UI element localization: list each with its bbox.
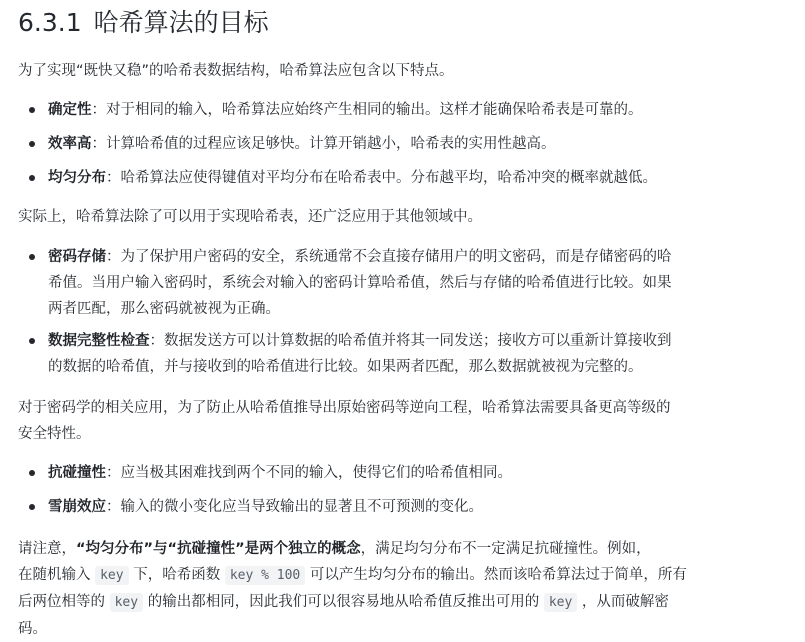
list-item-term: 确定性 <box>48 102 92 118</box>
note-text: 下，哈希函数 <box>128 567 225 583</box>
list-item-desc-line: 两者匹配，那么密码就被视为正确。 <box>48 301 280 317</box>
note-paragraph <box>18 536 770 642</box>
list-item-desc-line: ：数据发送方可以计算数据的哈希值并将其一同发送；接收方可以重新计算接收到 <box>149 333 672 349</box>
note-text: 的输出都相同，因此我们可以很容易地从哈希值反推出可用的 <box>143 594 544 610</box>
note-text: 可以产生均匀分布的输出。然而该哈希算法过于简单，所有 <box>305 567 687 583</box>
note-text: 后两位相等的 <box>18 594 110 610</box>
bullet-dot <box>29 175 35 181</box>
list-item-term: 雪崩效应 <box>48 499 106 515</box>
note-prefix: 请注意， <box>18 541 76 557</box>
list-item-desc-line: 的数据的哈希值，并与接收到的哈希值进行比较。如果两者匹配，那么数据就被视为完整的。 <box>48 359 643 375</box>
bullet-dot <box>29 107 35 113</box>
list-item-desc: ：计算哈希值的过程应该足够快。计算开销越小，哈希表的实用性越高。 <box>91 136 556 152</box>
section-title-text: 哈希算法的目标 <box>93 8 269 37</box>
section-number: 6.3.1 <box>18 8 82 37</box>
bullet-dot <box>29 504 35 510</box>
list-item-term: 均匀分布 <box>48 170 106 186</box>
list-item-term: 密码存储 <box>48 249 106 265</box>
bullet-dot <box>29 141 35 147</box>
inline-code-key: key <box>110 593 143 612</box>
note-emphasis: “均匀分布”与“抗碰撞性”是两个独立的概念 <box>76 541 361 557</box>
bullet-dot <box>29 338 35 344</box>
bullet-dot <box>29 254 35 260</box>
bullet-dot <box>29 470 35 476</box>
inline-code-key: key <box>95 566 128 585</box>
list-item-term: 抗碰撞性 <box>48 465 106 481</box>
list-item-desc: ：对于相同的输入，哈希算法应始终产生相同的输出。这样才能确保哈希表是可靠的。 <box>91 102 643 118</box>
note-text: 码。 <box>18 621 47 637</box>
note-text: ，满足均匀分布不一定满足抗碰撞性。例如， <box>360 541 651 557</box>
note-text: 在随机输入 <box>18 567 96 583</box>
other-uses-paragraph: 实际上，哈希算法除了可以用于实现哈希表，还广泛应用于其他领域中。 <box>18 209 482 225</box>
note-text: ，从而破解密 <box>577 594 669 610</box>
list-item-desc: ：应当极其困难找到两个不同的输入，使得它们的哈希值相同。 <box>106 465 512 481</box>
inline-code-expression: key % 100 <box>225 566 305 585</box>
list-item-desc: ：哈希算法应使得键值对平均分布在哈希表中。分布越平均，哈希冲突的概率就越低。 <box>106 170 657 186</box>
inline-code-key: key <box>544 593 577 612</box>
section-title <box>18 6 269 40</box>
list-item-term: 效率高 <box>48 136 92 152</box>
list-item-desc: ：输入的微小变化应当导致输出的显著且不可预测的变化。 <box>106 499 483 515</box>
crypto-paragraph-line: 对于密码学的相关应用，为了防止从哈希值推导出原始密码等逆向工程，哈希算法需要具备更高等级的 <box>18 400 671 416</box>
list-item-term: 数据完整性检查 <box>48 333 150 349</box>
crypto-paragraph <box>18 395 770 447</box>
list-item-desc-line: 希值。当用户输入密码时，系统会对输入的密码计算哈希值，然后与存储的哈希值进行比较。如果 <box>48 275 672 291</box>
intro-paragraph: 为了实现“既快又稳”的哈希表数据结构，哈希算法应包含以下特点。 <box>18 63 454 79</box>
crypto-paragraph-line: 安全特性。 <box>18 426 91 442</box>
list-item-desc-line: ：为了保护用户密码的安全，系统通常不会直接存储用户的明文密码，而是存储密码的哈 <box>106 249 672 265</box>
